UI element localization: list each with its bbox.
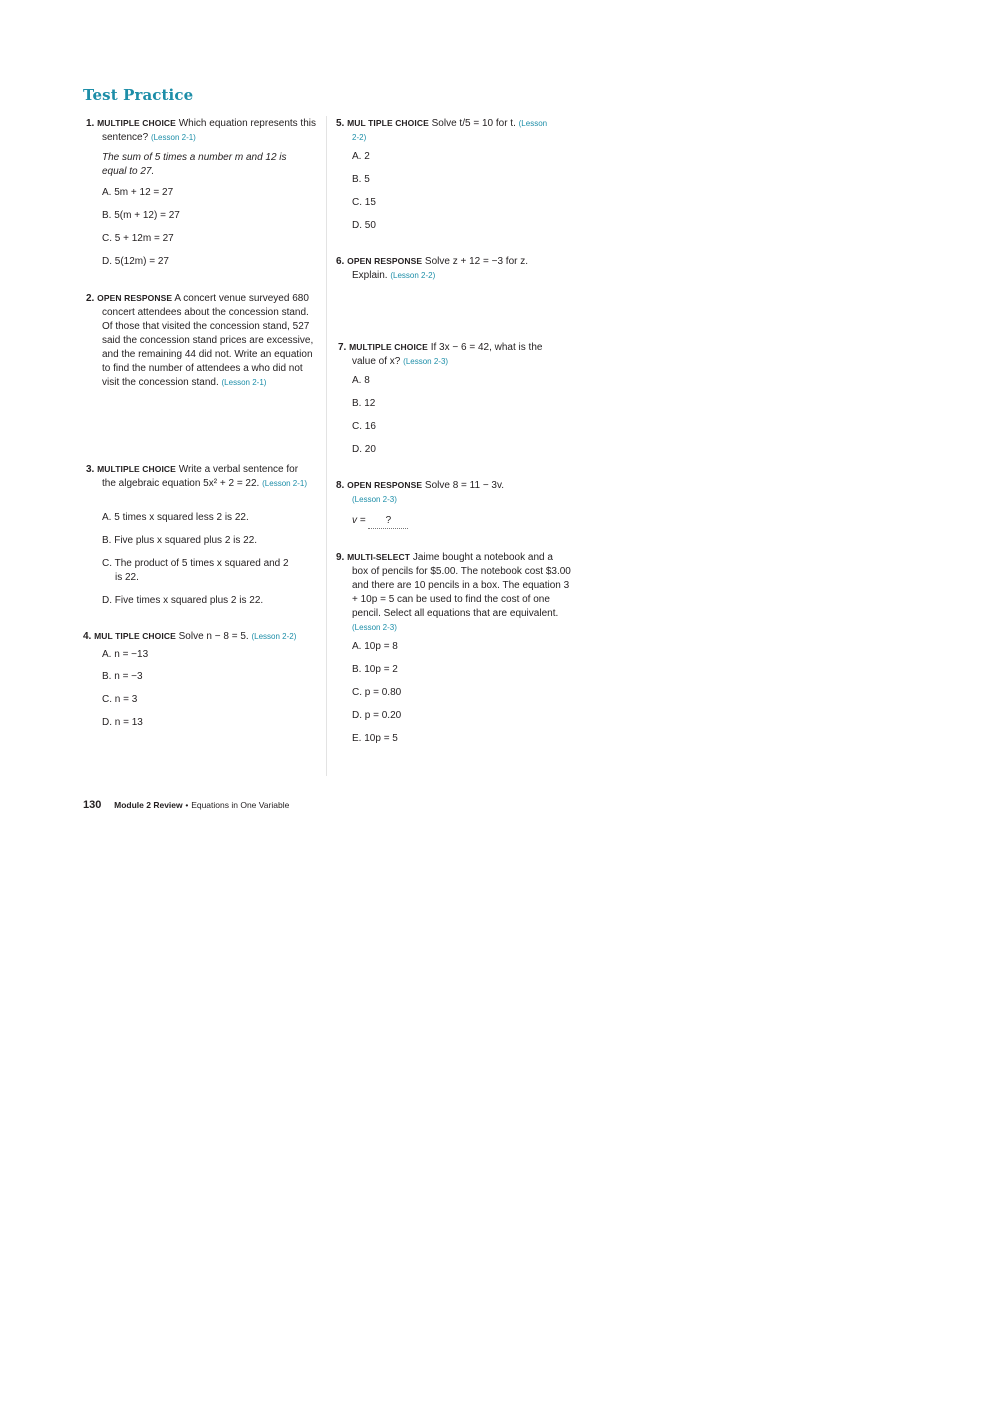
question-type: MULTIPLE CHOICE xyxy=(97,464,176,474)
question-sentence: The sum of 5 times a number m and 12 is equal to 27. xyxy=(102,152,287,177)
choice-d[interactable]: D. Five times x squared plus 2 is 22. xyxy=(102,595,264,606)
question-text: Solve t/5 = 10 for t. xyxy=(431,118,516,129)
question-1 xyxy=(83,116,323,267)
question-number: 5. xyxy=(336,118,345,129)
choice-b[interactable]: B. 10p = 2 xyxy=(352,664,398,675)
question-type: MULTIPLE CHOICE xyxy=(349,342,428,352)
question-7 xyxy=(336,340,546,455)
question-number: 6. xyxy=(336,256,345,267)
choice-a[interactable]: A. 8 xyxy=(352,375,370,386)
question-number: 8. xyxy=(336,480,345,491)
lesson-link[interactable]: (Lesson 2-1) xyxy=(221,378,267,387)
choice-c[interactable]: C. p = 0.80 xyxy=(352,687,402,698)
question-number: 7. xyxy=(338,342,347,353)
question-5 xyxy=(336,116,556,231)
question-type: MUL TIPLE CHOICE xyxy=(347,118,429,128)
lesson-link[interactable]: (Lesson 2-2) xyxy=(251,632,297,641)
question-number: 2. xyxy=(86,293,95,304)
choice-b[interactable]: B. 5(m + 12) = 27 xyxy=(102,210,180,221)
choice-c[interactable]: C. 5 + 12m = 27 xyxy=(102,233,174,244)
choice-c[interactable]: C. n = 3 xyxy=(102,694,138,705)
choice-a[interactable]: A. n = −13 xyxy=(102,649,149,660)
answer-line xyxy=(352,514,408,529)
page-number: 130 xyxy=(83,799,102,811)
question-text: Jaime bought a notebook and a box of pencils for $5.00. The notebook cost $3.00 and there are 10 pencils in a box. The equation 3 + 10p = 5 can be used to find the cost of one pencil. Select all equations that are equivalent. xyxy=(352,552,571,619)
choice-e[interactable]: E. 10p = 5 xyxy=(352,733,398,744)
choice-d[interactable]: D. 5(12m) = 27 xyxy=(102,256,169,267)
question-type: OPEN RESPONSE xyxy=(97,293,173,303)
lesson-link[interactable]: (Lesson 2-2) xyxy=(390,271,436,280)
choice-c[interactable]: C. 16 xyxy=(352,421,376,432)
choice-a[interactable]: A. 5m + 12 = 27 xyxy=(102,187,174,198)
column-divider xyxy=(326,116,327,776)
lesson-link[interactable]: (Lesson 2-2) xyxy=(352,119,548,142)
question-text: Write a verbal sentence for the algebraic equation 5x² + 2 = 22. xyxy=(102,464,299,489)
question-type: MULTIPLE CHOICE xyxy=(97,118,176,128)
answer-blank[interactable]: ? xyxy=(368,514,408,529)
choice-d[interactable]: D. 50 xyxy=(352,220,376,231)
choice-b[interactable]: B. Five plus x squared plus 2 is 22. xyxy=(102,535,258,546)
question-3 xyxy=(83,462,308,606)
choice-b[interactable]: B. 12 xyxy=(352,398,376,409)
choice-a[interactable]: A. 10p = 8 xyxy=(352,641,398,652)
lesson-link[interactable]: (Lesson 2-3) xyxy=(403,357,449,366)
page-title: Test Practice xyxy=(83,86,194,104)
question-type: MULTI-SELECT xyxy=(347,552,411,562)
answer-label: v = xyxy=(352,515,366,526)
question-text: A concert venue surveyed 680 concert attendees about the concession stand. Of those that visited the concession stand, 527 said the concession stand prices are excessive, and the remaining 44 did not. Write an equation to find the number of attendees a who did not visit the concession stand. xyxy=(102,293,314,388)
question-type: MUL TIPLE CHOICE xyxy=(94,631,176,641)
page-footer xyxy=(83,798,289,813)
choice-d[interactable]: D. n = 13 xyxy=(102,717,143,728)
choice-a[interactable]: A. 2 xyxy=(352,151,370,162)
choice-b[interactable]: B. 5 xyxy=(352,174,370,185)
choice-c[interactable]: C. 15 xyxy=(352,197,376,208)
question-type: OPEN RESPONSE xyxy=(347,480,423,490)
footer-separator: • xyxy=(185,800,189,810)
question-number: 4. xyxy=(83,631,92,642)
question-text: Which equation represents this sentence? xyxy=(102,118,316,143)
question-2 xyxy=(83,291,321,390)
question-number: 3. xyxy=(86,464,95,475)
question-9 xyxy=(336,550,571,744)
choice-a[interactable]: A. 5 times x squared less 2 is 22. xyxy=(102,512,249,523)
choice-b[interactable]: B. n = −3 xyxy=(102,671,143,682)
question-text: If 3x − 6 = 42, what is the value of x? xyxy=(352,342,543,367)
question-6 xyxy=(336,254,556,283)
choice-d[interactable]: D. p = 0.20 xyxy=(352,710,402,721)
lesson-link[interactable]: (Lesson 2-1) xyxy=(262,479,308,488)
choice-d[interactable]: D. 20 xyxy=(352,444,376,455)
question-text: Solve z + 12 = −3 for z. Explain. xyxy=(352,256,529,281)
question-number: 1. xyxy=(86,118,95,129)
module-subtitle: Equations in One Variable xyxy=(191,800,290,810)
lesson-link[interactable]: (Lesson 2-3) xyxy=(352,623,397,632)
lesson-link[interactable]: (Lesson 2-3) xyxy=(352,495,397,504)
question-4 xyxy=(83,629,323,728)
choice-c[interactable]: C. The product of 5 times x squared and 2 is 22. xyxy=(102,558,289,583)
question-number: 9. xyxy=(336,552,345,563)
module-title: Module 2 Review xyxy=(114,800,183,810)
lesson-link[interactable]: (Lesson 2-1) xyxy=(150,133,196,142)
question-text: Solve n − 8 = 5. xyxy=(178,631,249,642)
question-8 xyxy=(336,478,556,526)
question-type: OPEN RESPONSE xyxy=(347,256,423,266)
question-text: Solve 8 = 11 − 3v. xyxy=(424,480,505,491)
